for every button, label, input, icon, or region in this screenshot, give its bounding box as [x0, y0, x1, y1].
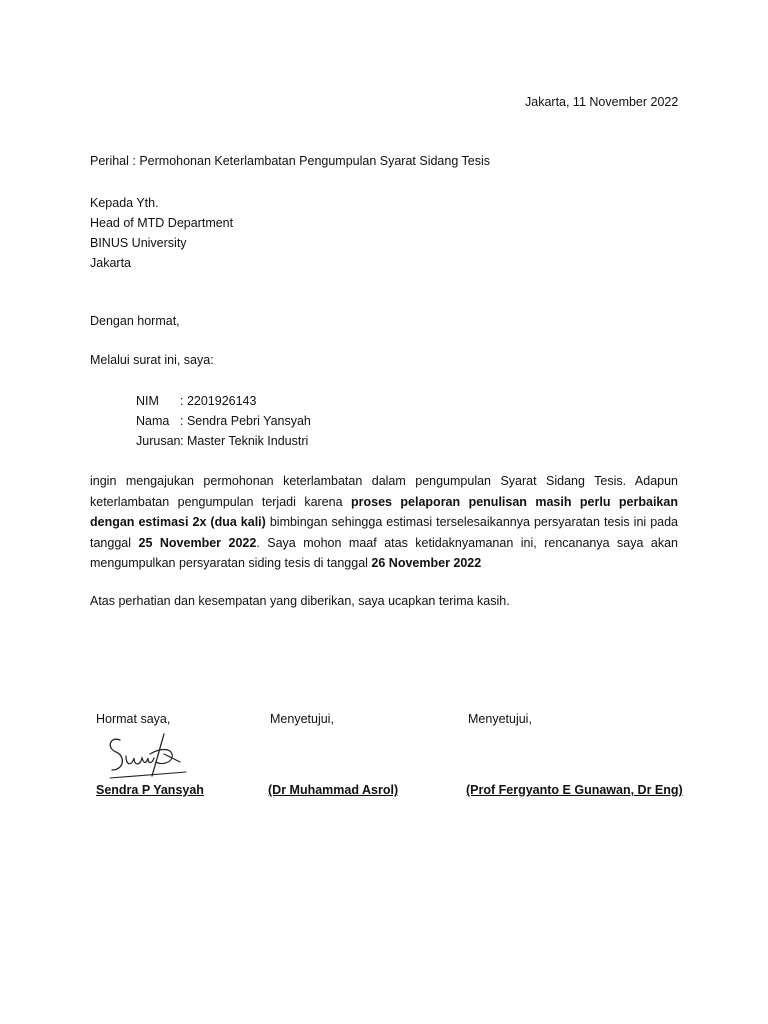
body-text: ingin mengajukan permohonan keterlambatan dalam pengumpulan Syarat Sidang Tesis. Adapun keterlambatan pengumpulan terjadi karena: [90, 474, 678, 509]
recipient-city: Jakarta: [90, 256, 131, 270]
signature-heading-approver-2: Menyetujui,: [468, 712, 532, 726]
body-text: bimbingan sehingga estimasi terselesaikannya persyaratan tesis ini pada tanggal: [90, 515, 679, 550]
signature-name-approver-2: (Prof Fergyanto E Gunawan, Dr Eng): [466, 783, 683, 797]
field-nama: [136, 413, 311, 429]
letter-subject: Perihal : Permohonan Keterlambatan Pengumpulan Syarat Sidang Tesis: [90, 154, 491, 168]
signature-name-approver-1: (Dr Muhammad Asrol): [268, 783, 399, 797]
signature-heading-approver-1: Menyetujui,: [270, 712, 334, 726]
field-label: Nama: [136, 414, 170, 428]
salutation: Dengan hormat,: [90, 314, 180, 328]
body-text: . Saya mohon maaf atas ketidaknyamanan ini, rencananya saya akan mengumpulkan persyaratan siding tesis di tanggal: [90, 535, 679, 570]
field-value: : Sendra Pebri Yansyah: [180, 414, 311, 428]
field-label: NIM: [136, 394, 159, 408]
recipient-greeting: Kepada Yth.: [90, 196, 159, 210]
body-bold-date: 26 November 2022: [371, 556, 482, 570]
field-label: Jurusan: [136, 434, 181, 448]
recipient-position: Head of MTD Department: [90, 216, 234, 230]
field-value: : Master Teknik Industri: [180, 434, 309, 448]
intro-text: Melalui surat ini, saya:: [90, 353, 214, 367]
body-paragraph: [90, 471, 678, 574]
field-value: : 2201926143: [180, 394, 257, 408]
signature-name-sender: Sendra P Yansyah: [96, 783, 204, 797]
handwritten-signature: [104, 732, 188, 784]
field-nim: [136, 393, 256, 409]
body-bold-text: proses pelaporan penulisan masih perlu perbaikan dengan estimasi 2x (dua kali): [90, 494, 678, 529]
closing-text: Atas perhatian dan kesempatan yang diberikan, saya ucapkan terima kasih.: [90, 594, 510, 608]
signature-heading-sender: Hormat saya,: [96, 712, 171, 726]
field-jurusan: [136, 433, 308, 449]
recipient-institution: BINUS University: [90, 236, 187, 250]
body-bold-date: 25 November 2022: [138, 535, 257, 550]
letter-date: Jakarta, 11 November 2022: [525, 95, 679, 109]
